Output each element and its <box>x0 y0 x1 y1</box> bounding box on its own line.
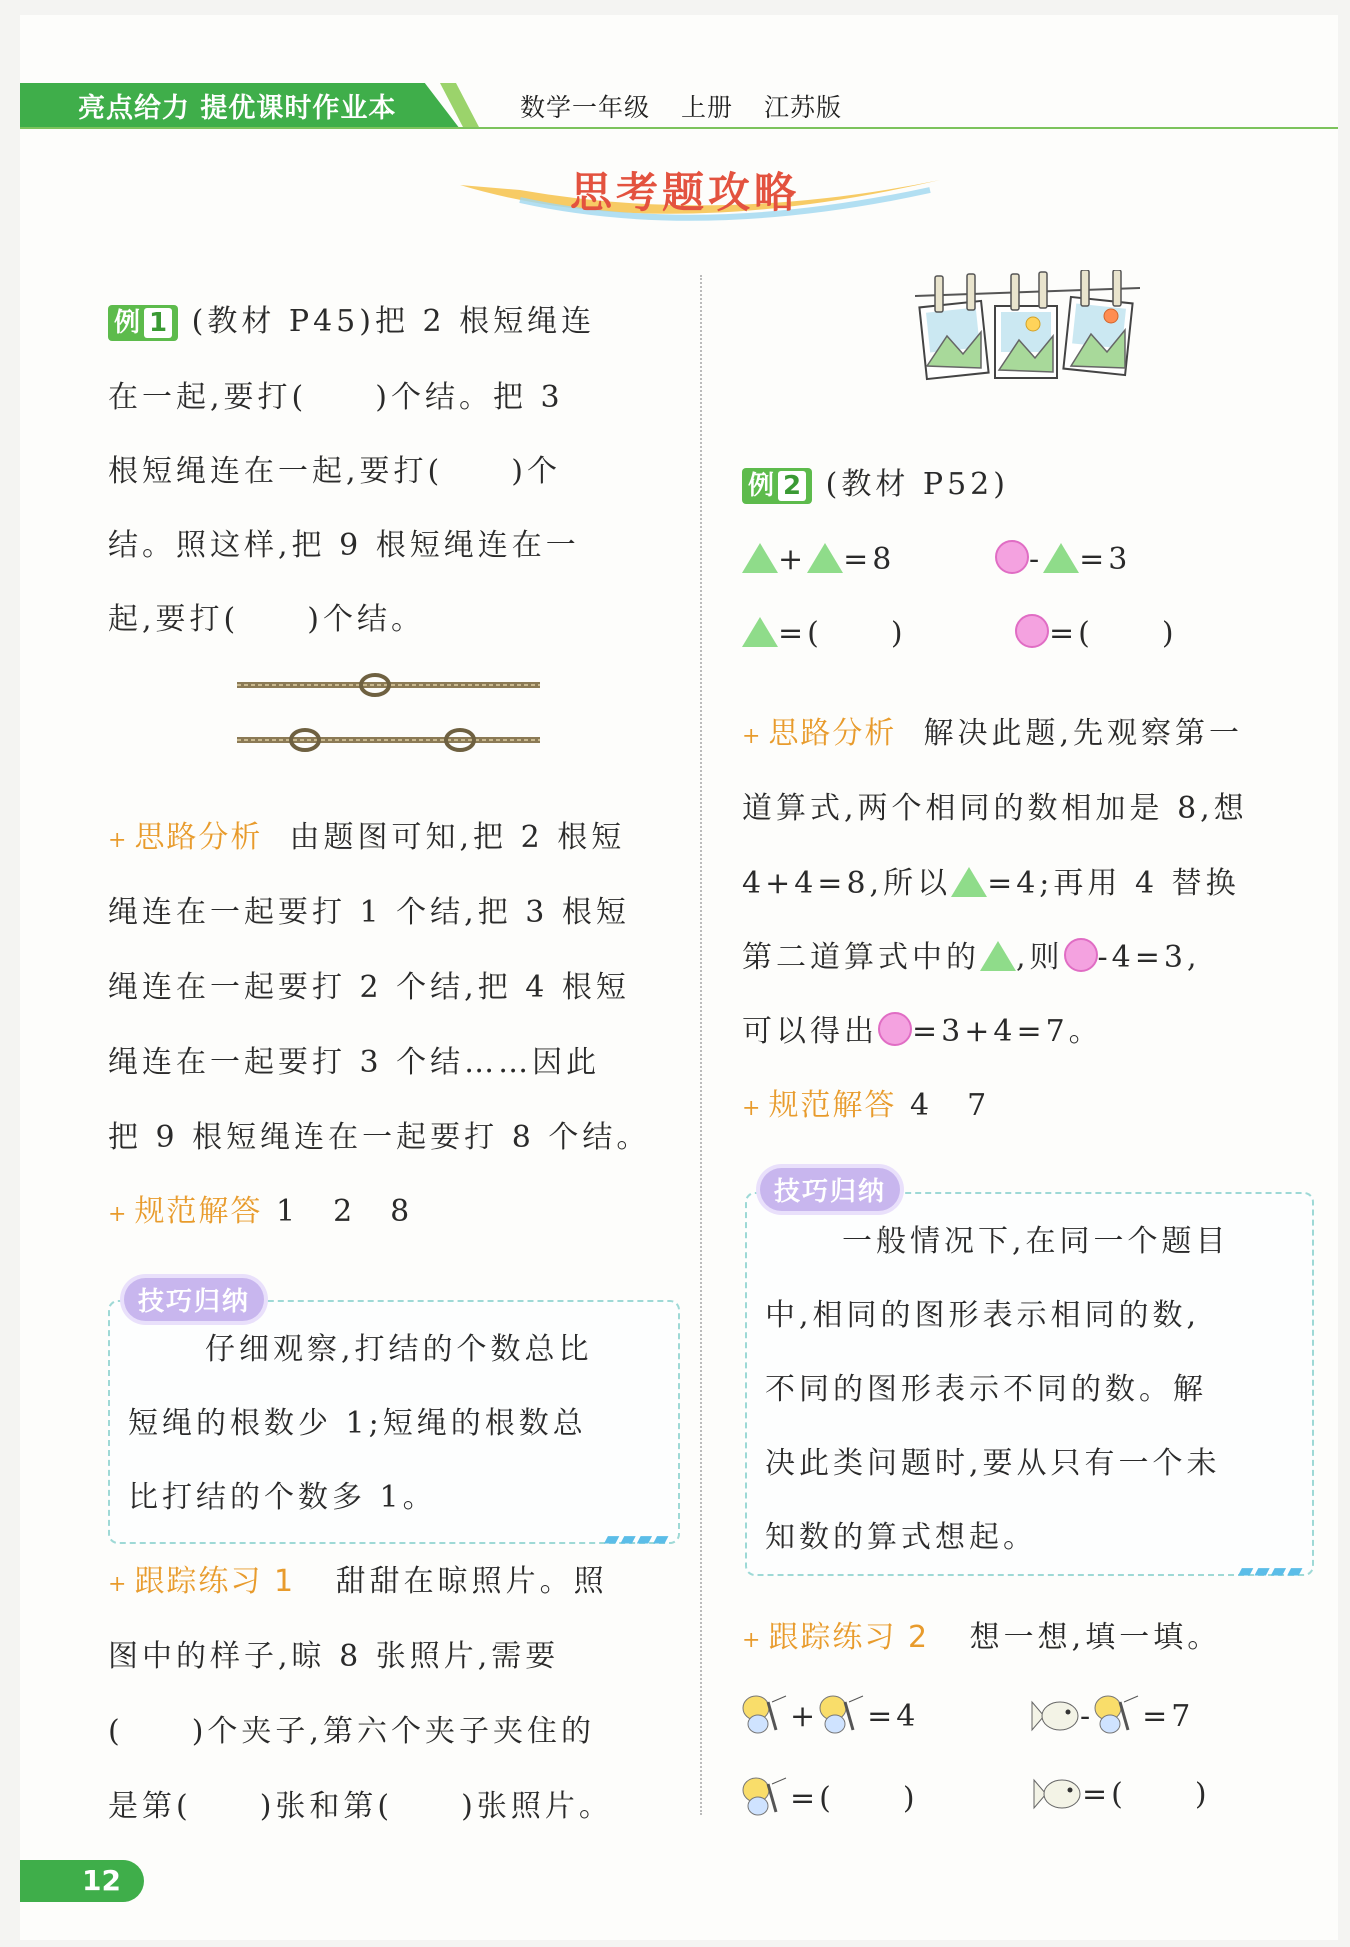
example1-line-5: 起,要打( )个结。 <box>108 602 425 637</box>
example2-analysis-line-4: 第二道算式中的 ,则 -4=3, <box>742 940 1201 975</box>
plus-marker-icon: + <box>742 1096 765 1121</box>
example2-tag: 例 2 <box>742 468 812 504</box>
triangle-shape-icon <box>742 617 778 647</box>
example2-analysis-line-3: 4+4=8,所以 =4;再用 4 替换 <box>742 866 1240 901</box>
example2-tip-line-4: 决此类问题时,要从只有一个未 <box>765 1446 1221 1481</box>
practice1-line-3: ( )个夹子,第六个夹子夹住的 <box>108 1714 595 1749</box>
practice2-equation-1: + =4 <box>742 1692 919 1737</box>
tip-corner-dash-icon: ▰▰▰▰ <box>604 1526 670 1550</box>
circle-shape-icon <box>1064 938 1098 972</box>
example1-tip-label: 技巧归纳 <box>124 1278 264 1321</box>
butterfly-icon <box>819 1692 867 1736</box>
example1-analysis-line-1: + 思路分析 由题图可知,把 2 根短 <box>108 820 626 855</box>
example1-line-4: 结。照这样,把 9 根短绳连在一 <box>108 528 580 563</box>
header-edition: 江苏版 <box>763 93 842 122</box>
practice2-equation-3: =( ) <box>742 1774 919 1819</box>
example1-answer: + 规范解答 1 2 8 <box>108 1194 414 1229</box>
butterfly-icon <box>742 1774 790 1818</box>
tip-corner-dash-icon: ▰▰▰▰ <box>1238 1558 1304 1582</box>
example2-equation-3: =( ) <box>742 614 907 654</box>
example2-line-1: 例 2 (教材 P52) <box>742 465 1009 505</box>
plus-marker-icon: + <box>742 724 765 749</box>
fish-icon <box>1028 1696 1080 1736</box>
plus-marker-icon: + <box>108 1572 131 1597</box>
example1-analysis-line-5: 把 9 根短绳连在一起要打 8 个结。 <box>108 1120 651 1155</box>
circle-shape-icon <box>878 1012 912 1046</box>
butterfly-icon <box>1094 1692 1142 1736</box>
triangle-shape-icon <box>951 867 987 897</box>
butterfly-icon <box>742 1692 790 1736</box>
example1-analysis-line-3: 绳连在一起要打 2 个结,把 4 根短 <box>108 970 630 1005</box>
example1-analysis-line-2: 绳连在一起要打 1 个结,把 3 根短 <box>108 895 630 930</box>
example2-analysis-line-5: 可以得出 =3+4=7。 <box>742 1014 1103 1049</box>
plus-marker-icon: + <box>108 1202 131 1227</box>
header-brand: 亮点给力 提优课时作业本 <box>78 93 397 124</box>
header-book-info <box>520 88 842 124</box>
practice1-line-1: + 跟踪练习 1 甜甜在晾照片。照 <box>108 1564 608 1599</box>
hanging-photos-illustration <box>915 270 1140 405</box>
column-divider <box>700 275 702 1815</box>
practice1-line-2: 图中的样子,晾 8 张照片,需要 <box>108 1639 560 1674</box>
header-subject: 数学一年级 <box>520 93 651 122</box>
triangle-shape-icon <box>980 941 1016 971</box>
triangle-shape-icon <box>1043 543 1079 573</box>
triangle-shape-icon <box>807 543 843 573</box>
example1-line-2: 在一起,要打( )个结。把 3 <box>108 380 564 415</box>
example2-tip-label: 技巧归纳 <box>760 1168 900 1211</box>
plus-marker-icon: + <box>108 828 131 853</box>
example1-line-3: 根短绳连在一起,要打( )个 <box>108 454 561 489</box>
rope-knots-illustration <box>235 670 545 760</box>
circle-shape-icon <box>1015 614 1049 648</box>
example2-tip-line-5: 知数的算式想起。 <box>765 1520 1037 1555</box>
example1-tip-line-1: 仔细观察,打结的个数总比 <box>205 1332 593 1367</box>
example1-analysis-line-4: 绳连在一起要打 3 个结……因此 <box>108 1045 601 1080</box>
example2-answer: + 规范解答 4 7 <box>742 1088 991 1123</box>
example2-equation-2: - =3 <box>995 540 1131 580</box>
header-rule <box>20 127 1338 129</box>
section-title: 思考题攻略 <box>570 168 801 217</box>
circle-shape-icon <box>995 540 1029 574</box>
practice1-line-4: 是第( )张和第( )张照片。 <box>108 1789 613 1824</box>
example2-analysis-line-1: + 思路分析 解决此题,先观察第一 <box>742 716 1244 751</box>
triangle-shape-icon <box>742 543 778 573</box>
practice2-line-1: + 跟踪练习 2 想一想,填一填。 <box>742 1620 1222 1655</box>
example2-tip-line-1: 一般情况下,在同一个题目 <box>842 1224 1230 1259</box>
page-number: 12 <box>20 1860 144 1902</box>
example2-equation-1: + =8 <box>742 540 895 580</box>
example2-equation-4: =( ) <box>1015 614 1178 654</box>
example1-line-1: 例 1 (教材 P45)把 2 根短绳连 <box>108 302 595 342</box>
example2-tip-line-2: 中,相同的图形表示相同的数, <box>765 1298 1201 1333</box>
fish-icon <box>1030 1774 1082 1814</box>
example1-tip-line-2: 短绳的根数少 1;短绳的根数总 <box>128 1406 587 1441</box>
example1-tip-line-3: 比打结的个数多 1。 <box>128 1480 437 1515</box>
header-volume: 上册 <box>680 93 733 122</box>
example1-tag: 例 1 <box>108 305 178 341</box>
practice2-equation-2: - =7 <box>1028 1692 1194 1737</box>
plus-marker-icon: + <box>742 1628 765 1653</box>
practice2-equation-4: =( ) <box>1030 1774 1211 1815</box>
example2-tip-line-3: 不同的图形表示不同的数。解 <box>765 1372 1207 1407</box>
example2-analysis-line-2: 道算式,两个相同的数相加是 8,想 <box>742 791 1248 826</box>
